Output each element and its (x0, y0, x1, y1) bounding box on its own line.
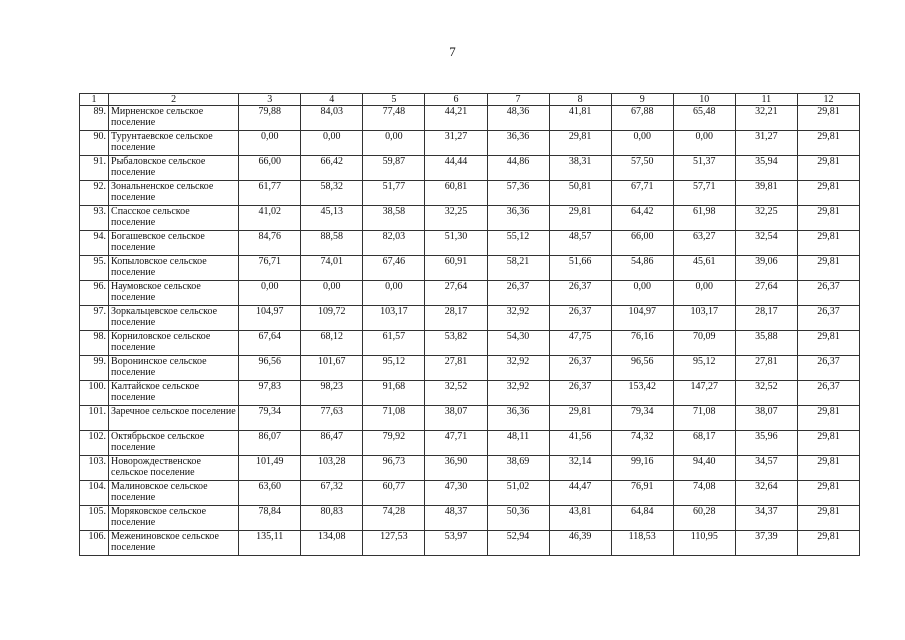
table-row (80, 406, 860, 431)
value-cell: 51,37 (673, 156, 735, 181)
table-row (80, 256, 860, 281)
column-header: 7 (487, 94, 549, 106)
header-row (80, 94, 860, 106)
value-cell: 57,71 (673, 181, 735, 206)
value-cell: 66,00 (239, 156, 301, 181)
value-cell: 66,42 (301, 156, 363, 181)
value-cell: 51,02 (487, 481, 549, 506)
value-cell: 101,67 (301, 356, 363, 381)
value-cell: 32,92 (487, 381, 549, 406)
value-cell: 135,11 (239, 531, 301, 556)
value-cell: 86,47 (301, 431, 363, 456)
value-cell: 60,81 (425, 181, 487, 206)
value-cell: 41,81 (549, 106, 611, 131)
value-cell: 48,37 (425, 506, 487, 531)
value-cell: 61,77 (239, 181, 301, 206)
value-cell: 34,57 (735, 456, 797, 481)
value-cell: 46,39 (549, 531, 611, 556)
value-cell: 32,92 (487, 356, 549, 381)
value-cell: 37,39 (735, 531, 797, 556)
value-cell: 36,36 (487, 406, 549, 431)
value-cell: 26,37 (797, 381, 859, 406)
value-cell: 67,71 (611, 181, 673, 206)
table-row (80, 306, 860, 331)
value-cell: 36,36 (487, 131, 549, 156)
row-number: 90. (80, 131, 109, 156)
value-cell: 0,00 (363, 281, 425, 306)
value-cell: 32,64 (735, 481, 797, 506)
value-cell: 47,71 (425, 431, 487, 456)
table-row (80, 106, 860, 131)
value-cell: 44,21 (425, 106, 487, 131)
value-cell: 74,32 (611, 431, 673, 456)
value-cell: 48,57 (549, 231, 611, 256)
row-number: 96. (80, 281, 109, 306)
settlement-name: Спасское сельское поселение (109, 206, 239, 231)
settlement-name: Моряковское сельское поселение (109, 506, 239, 531)
value-cell: 60,77 (363, 481, 425, 506)
value-cell: 29,81 (797, 156, 859, 181)
column-header: 6 (425, 94, 487, 106)
table-row (80, 506, 860, 531)
row-number: 106. (80, 531, 109, 556)
value-cell: 27,64 (735, 281, 797, 306)
value-cell: 94,40 (673, 456, 735, 481)
value-cell: 29,81 (797, 131, 859, 156)
value-cell: 44,44 (425, 156, 487, 181)
table-row (80, 156, 860, 181)
value-cell: 29,81 (797, 406, 859, 431)
value-cell: 47,30 (425, 481, 487, 506)
table-row (80, 231, 860, 256)
row-number: 92. (80, 181, 109, 206)
value-cell: 26,37 (797, 281, 859, 306)
column-header: 11 (735, 94, 797, 106)
value-cell: 0,00 (301, 131, 363, 156)
value-cell: 43,81 (549, 506, 611, 531)
value-cell: 28,17 (735, 306, 797, 331)
settlement-name: Корниловское сельское поселение (109, 331, 239, 356)
column-header: 4 (301, 94, 363, 106)
value-cell: 63,60 (239, 481, 301, 506)
column-header: 2 (109, 94, 239, 106)
column-header: 12 (797, 94, 859, 106)
value-cell: 32,92 (487, 306, 549, 331)
value-cell: 29,81 (549, 206, 611, 231)
table-row (80, 456, 860, 481)
value-cell: 82,03 (363, 231, 425, 256)
value-cell: 32,25 (735, 206, 797, 231)
value-cell: 29,81 (797, 331, 859, 356)
value-cell: 53,82 (425, 331, 487, 356)
value-cell: 67,88 (611, 106, 673, 131)
settlement-name: Копыловское сельское поселение (109, 256, 239, 281)
value-cell: 103,28 (301, 456, 363, 481)
value-cell: 0,00 (239, 281, 301, 306)
value-cell: 57,36 (487, 181, 549, 206)
table-body (80, 106, 860, 556)
value-cell: 50,81 (549, 181, 611, 206)
value-cell: 27,81 (735, 356, 797, 381)
value-cell: 96,73 (363, 456, 425, 481)
settlement-name: Рыбаловское сельское поселение (109, 156, 239, 181)
value-cell: 84,76 (239, 231, 301, 256)
value-cell: 41,02 (239, 206, 301, 231)
value-cell: 101,49 (239, 456, 301, 481)
value-cell: 76,71 (239, 256, 301, 281)
value-cell: 96,56 (611, 356, 673, 381)
settlement-name: Зональненское сельское поселение (109, 181, 239, 206)
value-cell: 52,94 (487, 531, 549, 556)
value-cell: 39,06 (735, 256, 797, 281)
settlement-name: Октябрьское сельское поселение (109, 431, 239, 456)
value-cell: 79,34 (611, 406, 673, 431)
row-number: 91. (80, 156, 109, 181)
value-cell: 35,96 (735, 431, 797, 456)
row-number: 93. (80, 206, 109, 231)
value-cell: 36,36 (487, 206, 549, 231)
row-number: 95. (80, 256, 109, 281)
value-cell: 29,81 (797, 506, 859, 531)
value-cell: 48,36 (487, 106, 549, 131)
settlement-name: Воронинское сельское поселение (109, 356, 239, 381)
value-cell: 38,69 (487, 456, 549, 481)
value-cell: 67,46 (363, 256, 425, 281)
value-cell: 55,12 (487, 231, 549, 256)
value-cell: 51,66 (549, 256, 611, 281)
data-table (79, 93, 860, 556)
value-cell: 99,16 (611, 456, 673, 481)
column-header: 8 (549, 94, 611, 106)
value-cell: 59,87 (363, 156, 425, 181)
value-cell: 26,37 (797, 306, 859, 331)
value-cell: 66,00 (611, 231, 673, 256)
column-header: 9 (611, 94, 673, 106)
value-cell: 63,27 (673, 231, 735, 256)
settlement-name: Турунтаевское сельское поселение (109, 131, 239, 156)
value-cell: 26,37 (549, 381, 611, 406)
value-cell: 29,81 (549, 131, 611, 156)
value-cell: 97,83 (239, 381, 301, 406)
value-cell: 58,32 (301, 181, 363, 206)
value-cell: 38,07 (735, 406, 797, 431)
value-cell: 45,61 (673, 256, 735, 281)
value-cell: 29,81 (797, 531, 859, 556)
value-cell: 31,27 (425, 131, 487, 156)
value-cell: 27,81 (425, 356, 487, 381)
value-cell: 64,42 (611, 206, 673, 231)
value-cell: 41,56 (549, 431, 611, 456)
value-cell: 64,84 (611, 506, 673, 531)
value-cell: 67,32 (301, 481, 363, 506)
row-number: 97. (80, 306, 109, 331)
value-cell: 29,81 (549, 406, 611, 431)
row-number: 102. (80, 431, 109, 456)
value-cell: 77,48 (363, 106, 425, 131)
value-cell: 48,11 (487, 431, 549, 456)
value-cell: 96,56 (239, 356, 301, 381)
value-cell: 39,81 (735, 181, 797, 206)
value-cell: 32,54 (735, 231, 797, 256)
value-cell: 79,88 (239, 106, 301, 131)
value-cell: 0,00 (673, 131, 735, 156)
value-cell: 80,83 (301, 506, 363, 531)
value-cell: 31,27 (735, 131, 797, 156)
value-cell: 77,63 (301, 406, 363, 431)
table-row (80, 131, 860, 156)
value-cell: 61,57 (363, 331, 425, 356)
settlement-name: Малиновское сельское поселение (109, 481, 239, 506)
settlement-name: Новорождественское сельское поселение (109, 456, 239, 481)
settlement-name: Наумовское сельское поселение (109, 281, 239, 306)
settlement-name: Калтайское сельское поселение (109, 381, 239, 406)
value-cell: 35,88 (735, 331, 797, 356)
value-cell: 28,17 (425, 306, 487, 331)
value-cell: 104,97 (239, 306, 301, 331)
row-number: 104. (80, 481, 109, 506)
value-cell: 147,27 (673, 381, 735, 406)
value-cell: 0,00 (611, 281, 673, 306)
value-cell: 71,08 (363, 406, 425, 431)
table-row (80, 381, 860, 406)
value-cell: 76,91 (611, 481, 673, 506)
column-header: 1 (80, 94, 109, 106)
value-cell: 68,12 (301, 331, 363, 356)
value-cell: 0,00 (673, 281, 735, 306)
row-number: 103. (80, 456, 109, 481)
row-number: 98. (80, 331, 109, 356)
column-header: 10 (673, 94, 735, 106)
settlement-name: Межениновское сельское поселение (109, 531, 239, 556)
value-cell: 32,14 (549, 456, 611, 481)
value-cell: 29,81 (797, 206, 859, 231)
settlement-name: Зоркальцевское сельское поселение (109, 306, 239, 331)
value-cell: 0,00 (611, 131, 673, 156)
table-row (80, 281, 860, 306)
column-header: 5 (363, 94, 425, 106)
value-cell: 103,17 (363, 306, 425, 331)
table-row (80, 181, 860, 206)
row-number: 89. (80, 106, 109, 131)
value-cell: 71,08 (673, 406, 735, 431)
value-cell: 29,81 (797, 256, 859, 281)
value-cell: 110,95 (673, 531, 735, 556)
value-cell: 27,64 (425, 281, 487, 306)
value-cell: 29,81 (797, 181, 859, 206)
column-header: 3 (239, 94, 301, 106)
value-cell: 47,75 (549, 331, 611, 356)
table-row (80, 331, 860, 356)
value-cell: 103,17 (673, 306, 735, 331)
value-cell: 38,07 (425, 406, 487, 431)
value-cell: 26,37 (549, 356, 611, 381)
table-row (80, 431, 860, 456)
value-cell: 127,53 (363, 531, 425, 556)
value-cell: 79,34 (239, 406, 301, 431)
value-cell: 60,28 (673, 506, 735, 531)
value-cell: 29,81 (797, 456, 859, 481)
value-cell: 50,36 (487, 506, 549, 531)
value-cell: 29,81 (797, 431, 859, 456)
value-cell: 32,52 (425, 381, 487, 406)
value-cell: 153,42 (611, 381, 673, 406)
value-cell: 26,37 (549, 281, 611, 306)
value-cell: 35,94 (735, 156, 797, 181)
value-cell: 51,30 (425, 231, 487, 256)
value-cell: 32,21 (735, 106, 797, 131)
value-cell: 74,01 (301, 256, 363, 281)
page-number: 7 (449, 44, 456, 59)
value-cell: 44,86 (487, 156, 549, 181)
value-cell: 74,08 (673, 481, 735, 506)
value-cell: 134,08 (301, 531, 363, 556)
value-cell: 54,30 (487, 331, 549, 356)
value-cell: 29,81 (797, 231, 859, 256)
value-cell: 86,07 (239, 431, 301, 456)
value-cell: 60,91 (425, 256, 487, 281)
table-row (80, 206, 860, 231)
value-cell: 44,47 (549, 481, 611, 506)
value-cell: 79,92 (363, 431, 425, 456)
value-cell: 34,37 (735, 506, 797, 531)
table-row (80, 531, 860, 556)
table-row (80, 356, 860, 381)
value-cell: 51,77 (363, 181, 425, 206)
table-row (80, 481, 860, 506)
value-cell: 29,81 (797, 481, 859, 506)
value-cell: 26,37 (487, 281, 549, 306)
value-cell: 26,37 (797, 356, 859, 381)
value-cell: 95,12 (363, 356, 425, 381)
value-cell: 109,72 (301, 306, 363, 331)
value-cell: 88,58 (301, 231, 363, 256)
value-cell: 26,37 (549, 306, 611, 331)
value-cell: 36,90 (425, 456, 487, 481)
value-cell: 78,84 (239, 506, 301, 531)
row-number: 99. (80, 356, 109, 381)
value-cell: 45,13 (301, 206, 363, 231)
settlement-name: Заречное сельское поселение (109, 406, 239, 431)
row-number: 94. (80, 231, 109, 256)
value-cell: 61,98 (673, 206, 735, 231)
value-cell: 91,68 (363, 381, 425, 406)
value-cell: 0,00 (301, 281, 363, 306)
value-cell: 104,97 (611, 306, 673, 331)
value-cell: 57,50 (611, 156, 673, 181)
value-cell: 38,58 (363, 206, 425, 231)
value-cell: 53,97 (425, 531, 487, 556)
value-cell: 0,00 (239, 131, 301, 156)
value-cell: 76,16 (611, 331, 673, 356)
row-number: 100. (80, 381, 109, 406)
row-number: 101. (80, 406, 109, 431)
value-cell: 118,53 (611, 531, 673, 556)
value-cell: 68,17 (673, 431, 735, 456)
settlement-name: Мирненское сельское поселение (109, 106, 239, 131)
value-cell: 65,48 (673, 106, 735, 131)
value-cell: 32,52 (735, 381, 797, 406)
value-cell: 95,12 (673, 356, 735, 381)
value-cell: 38,31 (549, 156, 611, 181)
value-cell: 54,86 (611, 256, 673, 281)
value-cell: 58,21 (487, 256, 549, 281)
value-cell: 29,81 (797, 106, 859, 131)
value-cell: 74,28 (363, 506, 425, 531)
value-cell: 98,23 (301, 381, 363, 406)
value-cell: 67,64 (239, 331, 301, 356)
value-cell: 70,09 (673, 331, 735, 356)
settlement-name: Богашевское сельское поселение (109, 231, 239, 256)
row-number: 105. (80, 506, 109, 531)
value-cell: 0,00 (363, 131, 425, 156)
value-cell: 32,25 (425, 206, 487, 231)
value-cell: 84,03 (301, 106, 363, 131)
